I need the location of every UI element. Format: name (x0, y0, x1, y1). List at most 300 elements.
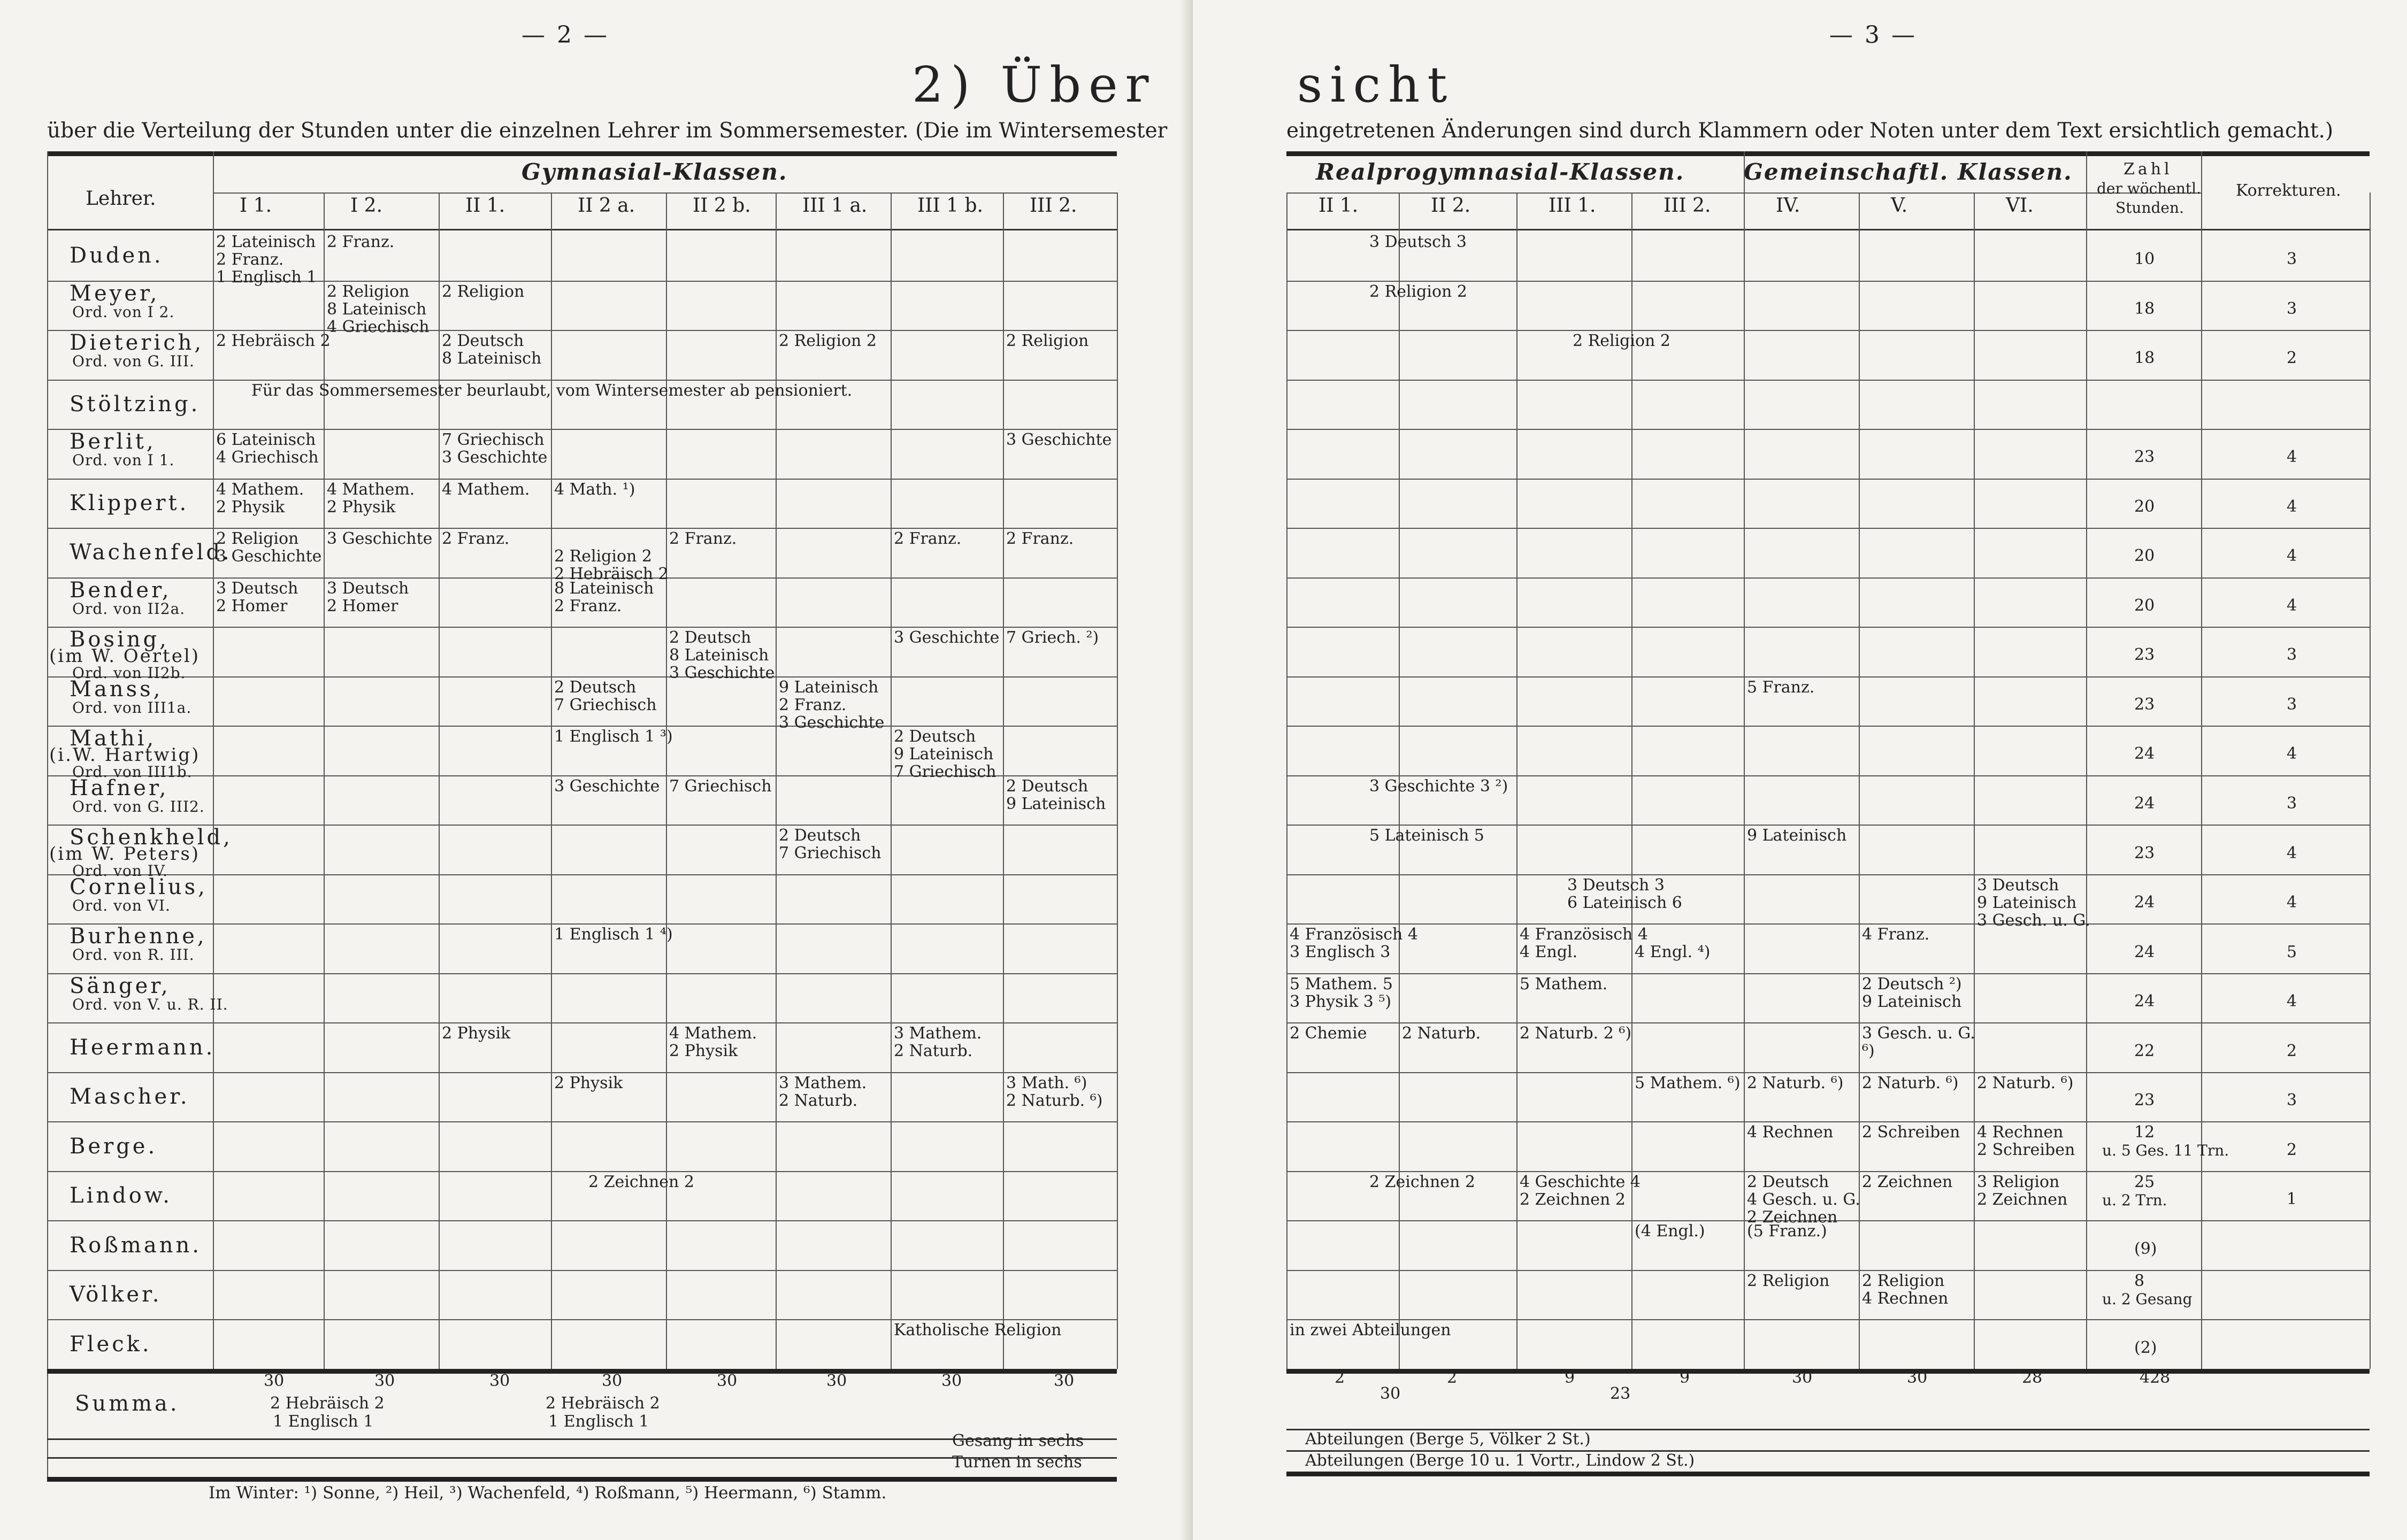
teacher-ord-13: Ord. von VI. (72, 896, 171, 914)
r-cell-13-1: 6 Lateinisch 6 (1567, 893, 1682, 912)
teacher-name-14: Burhenne, (70, 924, 207, 949)
stunden-0: 10 (2134, 250, 2155, 269)
korr-13: 4 (2287, 893, 2297, 912)
stunden-8: 23 (2134, 645, 2155, 665)
r-cell-19-6: 2 Zeichnen (1862, 1172, 1953, 1191)
header-rule-bottom (47, 229, 1117, 230)
cell-7-5: 2 Franz. (554, 596, 622, 615)
r-cell-20-0: (4 Engl.) (1635, 1222, 1705, 1241)
r-row-line-14 (1286, 973, 2370, 974)
teacher-ord-10: Ord. von III1b. (72, 763, 193, 781)
summa-value-5: 30 (826, 1372, 847, 1390)
stunden-4: 23 (2134, 448, 2155, 467)
r-cell-19-1: 4 Geschichte 4 (1520, 1172, 1641, 1191)
cell-9-1: 7 Griechisch (554, 695, 657, 714)
teacher-name-10: Mathi, (70, 726, 157, 751)
summa-value-4: 30 (717, 1372, 738, 1390)
r-class-header-4: IV. (1776, 195, 1800, 217)
teacher-name-3: Stöltzing. (70, 391, 201, 417)
right-summa-extra-1: 30 (1380, 1384, 1401, 1403)
cell-10-2: 9 Lateinisch (894, 745, 994, 764)
col-line-4 (666, 192, 667, 1369)
r-cell-13-2: 3 Deutsch (1977, 875, 2059, 895)
cell-8-4: 7 Griech. ²) (1006, 628, 1099, 648)
r-cell-15-0: 5 Mathem. 5 (1290, 974, 1393, 994)
korr-14: 5 (2287, 942, 2297, 961)
r-cell-16-4: ⁶) (1862, 1042, 1875, 1061)
r-summa-value-5: 30 (1907, 1368, 1928, 1387)
cell-22-0: Katholische Religion (894, 1321, 1062, 1340)
summa-value-0: 30 (264, 1372, 285, 1390)
row-line-20 (47, 1270, 1117, 1271)
cell-7-2: 3 Deutsch (327, 579, 409, 598)
summa-value-2: 30 (489, 1372, 510, 1390)
korrekturen-header: Korrekturen. (2236, 181, 2341, 200)
r-cell-0-0: 3 Deutsch 3 (1369, 233, 1467, 251)
row-line-21 (47, 1319, 1117, 1320)
col-line-outer (47, 151, 48, 1479)
r-row-line-21 (1286, 1319, 2370, 1320)
r-cell-15-4: 9 Lateinisch (1862, 992, 1962, 1011)
r-cell-18-3: 2 Schreiben (1977, 1141, 2075, 1160)
cell-7-4: 8 Lateinisch (554, 579, 654, 598)
stunden-12: 23 (2134, 843, 2155, 863)
teacher-ord-15: Ord. von V. u. R. II. (72, 995, 228, 1013)
header-rule-bottom-right (1286, 229, 2370, 230)
teacher-ord-4: Ord. von I 1. (72, 451, 175, 469)
teacher-name-6: Wachenfeld. (70, 540, 232, 565)
cell-7-1: 2 Homer (216, 596, 288, 615)
subtitle-left: über die Verteilung der Stunden unter die einzelnen Lehrer im Sommersemester. (Die im Wintersemester (47, 119, 1168, 143)
r-cell-14-2: 4 Französisch 4 (1520, 925, 1648, 944)
r-row-line-17 (1286, 1121, 2370, 1122)
col-line-3 (551, 192, 552, 1369)
r-cell-16-1: 2 Naturb. (1402, 1024, 1481, 1043)
teacher-ord-9: Ord. von III1a. (72, 698, 192, 717)
korr-19: 1 (2287, 1190, 2297, 1209)
teacher-ord-14: Ord. von R. III. (72, 946, 195, 964)
teacher-ord-11: Ord. von G. III2. (72, 797, 205, 815)
r-cell-17-2: 2 Naturb. ⁶) (1862, 1073, 1959, 1092)
cell-6-2: 3 Geschichte (327, 529, 433, 549)
cell-0-0: 2 Lateinisch (216, 233, 316, 251)
cell-16-2: 2 Physik (669, 1042, 738, 1061)
summa-extra-1: 2 Hebräisch 2 (270, 1394, 385, 1413)
teacher-name-21: Völker. (70, 1282, 162, 1307)
r-cell-16-0: 2 Chemie (1290, 1024, 1367, 1043)
r-col-line-4 (1744, 192, 1745, 1369)
r-cell-17-1: 2 Naturb. ⁶) (1747, 1073, 1844, 1092)
row-line-2 (47, 380, 1117, 381)
cell-4-3: 3 Geschichte (442, 448, 548, 467)
cell-10-1: 2 Deutsch (894, 727, 976, 746)
r-cell-18-2: 4 Rechnen (1977, 1123, 2064, 1142)
rule-bottom-left (47, 1477, 1117, 1482)
r-cell-18-1: 2 Schreiben (1862, 1123, 1960, 1142)
summa-extra-4: 1 Englisch 1 (548, 1412, 649, 1431)
r-cell-14-4: 4 Engl. ⁴) (1635, 943, 1711, 962)
stunden-13: 24 (2134, 893, 2155, 912)
cell-1-3: 2 Religion (442, 282, 525, 301)
cell-6-7: 2 Franz. (894, 529, 962, 549)
r-cell-14-1: 3 Englisch 3 (1290, 943, 1391, 962)
turnen-label: Turnen in sechs (952, 1453, 1082, 1472)
r-cell-16-2: 2 Naturb. 2 ⁶) (1520, 1024, 1632, 1043)
row-line-15 (47, 1022, 1117, 1023)
cell-16-4: 2 Naturb. (894, 1042, 973, 1061)
r-summa-value-1: 2 (1447, 1368, 1458, 1387)
r-cell-21-1: 2 Religion (1862, 1271, 1945, 1290)
page-title-right: sicht (1297, 56, 1455, 113)
r-cell-17-3: 2 Naturb. ⁶) (1977, 1073, 2074, 1092)
col-line-6 (891, 192, 892, 1369)
stunden-22: (2) (2134, 1338, 2157, 1357)
cell-16-1: 4 Mathem. (669, 1024, 757, 1043)
r-row-line-18 (1286, 1171, 2370, 1172)
class-header-2: II 1. (465, 195, 505, 217)
summa-value-7: 30 (1054, 1372, 1075, 1390)
cell-19-0: 2 Zeichnen 2 (588, 1172, 694, 1191)
r-col-line-0 (1286, 192, 1287, 1369)
stunden2-19: u. 2 Trn. (2102, 1191, 2167, 1209)
gesang-label: Gesang in sechs (952, 1431, 1084, 1450)
teacher-name-7: Bender, (70, 578, 172, 603)
col-line-header (213, 151, 214, 194)
class-header-4: II 2 b. (693, 195, 751, 217)
r-cell-17-0: 5 Mathem. ⁶) (1635, 1073, 1741, 1092)
r-cell-9-0: 5 Franz. (1747, 677, 1815, 697)
cell-8-0: 2 Deutsch (669, 628, 752, 648)
stunden-17: 23 (2134, 1091, 2155, 1110)
cell-6-5: 2 Religion 2 (554, 547, 652, 566)
stunden-5: 20 (2134, 497, 2155, 516)
row-line-1 (47, 330, 1117, 331)
r-row-line-20 (1286, 1270, 2370, 1271)
teacher-name-15: Sänger, (70, 973, 171, 998)
r-summa-value-3: 9 (1680, 1368, 1690, 1387)
r-col-line-8 (2201, 151, 2202, 1370)
teacher-name-13: Cornelius, (70, 874, 208, 899)
cell-3-0: Für das Sommersemester beurlaubt, vom Wintersemester ab pensioniert. (251, 381, 853, 400)
stunden-6: 20 (2134, 546, 2155, 566)
stunden-20: (9) (2134, 1239, 2157, 1258)
cell-17-2: 2 Naturb. (779, 1091, 858, 1110)
cell-8-1: 8 Lateinisch (669, 646, 769, 665)
r-col-line-3 (1631, 192, 1632, 1369)
cell-5-1: 2 Physik (216, 497, 285, 517)
teacher-ord2-8: (im W. Oertel) (49, 645, 200, 667)
r-cell-19-3: 2 Deutsch (1747, 1172, 1829, 1191)
korr-16: 2 (2287, 1041, 2297, 1060)
r-row-line-2 (1286, 380, 2370, 381)
cell-1-2: 4 Griechisch (327, 317, 430, 336)
r-row-line-9 (1286, 726, 2370, 727)
right-page (1193, 0, 2407, 1540)
teacher-name-2: Dieterich, (70, 330, 204, 356)
r-row-line-10 (1286, 775, 2370, 776)
korr-12: 4 (2287, 843, 2297, 863)
cell-0-1: 2 Franz. (327, 233, 395, 251)
cell-16-0: 2 Physik (442, 1024, 511, 1043)
total-hours: 428 (2140, 1368, 2171, 1387)
cell-17-1: 3 Mathem. (779, 1073, 867, 1092)
col-line-1 (324, 192, 325, 1369)
teacher-ord-1: Ord. von I 2. (72, 303, 175, 321)
col-line-7 (1003, 192, 1004, 1369)
header-rule-top-right (1286, 151, 2370, 156)
cell-2-3: 2 Religion 2 (779, 332, 877, 351)
rule-bottom-right (1286, 1472, 2370, 1476)
cell-10-0: 1 Englisch 1 ³) (554, 727, 673, 746)
cell-9-4: 3 Geschichte (779, 713, 885, 732)
r-cell-15-3: 2 Deutsch ²) (1862, 974, 1962, 994)
gemeinschaftl-group-header: Gemeinschaftl. Klassen. (1744, 159, 2073, 185)
cell-2-4: 2 Religion (1006, 332, 1089, 351)
cell-4-1: 4 Griechisch (216, 448, 319, 467)
r-cell-19-2: 2 Zeichnen 2 (1520, 1190, 1626, 1209)
row-line-17 (47, 1121, 1117, 1122)
teacher-ord-12: Ord. von IV. (72, 862, 168, 880)
real-group-header: Realprogymnasial-Klassen. (1316, 159, 1685, 185)
stunden-16: 22 (2134, 1041, 2155, 1060)
teacher-name-4: Berlit, (70, 429, 156, 455)
teacher-name-5: Klippert. (70, 490, 189, 515)
r-cell-22-0: in zwei Abteilungen (1290, 1321, 1451, 1340)
teacher-ord-2: Ord. von G. III. (72, 352, 195, 371)
cell-9-2: 9 Lateinisch (779, 677, 879, 697)
cell-5-2: 4 Mathem. (327, 480, 415, 499)
teacher-ord-8: Ord. von II2b. (72, 664, 186, 682)
right-summa-extra-2: 23 (1610, 1384, 1631, 1403)
gymnasial-group-header: Gymnasial-Klassen. (522, 159, 788, 185)
class-header-7: III 2. (1030, 195, 1077, 217)
row-line-4 (47, 479, 1117, 480)
teacher-ord2-10: (i.W. Hartwig) (49, 744, 201, 766)
row-line-5 (47, 528, 1117, 529)
cell-1-1: 8 Lateinisch (327, 299, 427, 319)
stunden2-18: u. 5 Ges. 11 Trn. (2102, 1142, 2229, 1160)
r-class-header-6: VI. (2006, 195, 2034, 217)
class-header-1: I 2. (350, 195, 383, 217)
col-line-2 (439, 192, 440, 1369)
cell-10-3: 7 Griechisch (894, 763, 996, 782)
left-page (0, 0, 1193, 1540)
stunden-1: 18 (2134, 299, 2155, 318)
row-line-19 (47, 1220, 1117, 1221)
korr-5: 4 (2287, 497, 2297, 516)
r-row-line-12 (1286, 874, 2370, 875)
page-number-left: — 2 — (522, 21, 609, 49)
cell-6-1: 3 Geschichte (216, 547, 322, 566)
r-summa-value-4: 30 (1792, 1368, 1813, 1387)
cell-12-0: 2 Deutsch (779, 826, 861, 845)
cell-6-4: 2 Franz. (669, 529, 737, 549)
teacher-name-8: Bosing, (70, 627, 169, 652)
r-cell-15-2: 5 Mathem. (1520, 974, 1608, 994)
r-cell-13-0: 3 Deutsch 3 (1567, 875, 1665, 895)
row-line-9 (47, 726, 1117, 727)
cell-4-0: 6 Lateinisch (216, 430, 316, 450)
r-cell-19-8: 2 Zeichnen (1977, 1190, 2068, 1209)
teacher-name-16: Heermann. (70, 1035, 216, 1060)
r-cell-19-7: 3 Religion (1977, 1172, 2060, 1191)
r-cell-15-1: 3 Physik 3 ⁵) (1290, 992, 1392, 1011)
summa-value-1: 30 (374, 1372, 395, 1390)
teacher-name-9: Manss, (70, 676, 163, 702)
korr-10: 4 (2287, 744, 2297, 764)
col-line-5 (776, 192, 777, 1369)
row-line-18 (47, 1171, 1117, 1172)
teacher-column-header: Lehrer. (86, 188, 156, 210)
teacher-name-22: Fleck. (70, 1331, 152, 1357)
korr-15: 4 (2287, 992, 2297, 1011)
teacher-name-11: Hafner, (70, 775, 169, 800)
teacher-name-19: Lindow. (70, 1183, 173, 1208)
cell-14-0: 1 Englisch 1 ⁴) (554, 925, 673, 944)
cell-6-6: 2 Hebräisch 2 (554, 565, 669, 584)
r-class-header-1: II 2. (1431, 195, 1471, 217)
r-cell-12-1: 9 Lateinisch (1747, 826, 1847, 845)
teacher-name-17: Mascher. (70, 1084, 190, 1110)
r-row-line-15 (1286, 1022, 2370, 1023)
r-cell-18-0: 4 Rechnen (1747, 1123, 1834, 1142)
cell-0-2: 2 Franz. (216, 250, 284, 269)
korr-8: 3 (2287, 645, 2297, 665)
cell-2-0: 2 Hebräisch 2 (216, 332, 331, 351)
korr-2: 2 (2287, 349, 2297, 368)
r-cell-19-0: 2 Zeichnen 2 (1369, 1172, 1475, 1191)
class-header-6: III 1 b. (917, 195, 983, 217)
r-summa-value-6: 28 (2022, 1368, 2043, 1387)
cell-4-2: 7 Griechisch (442, 430, 545, 450)
summa-value-6: 30 (941, 1372, 962, 1390)
col-line-0 (213, 192, 214, 1369)
footnote: Im Winter: ¹) Sonne, ²) Heil, ³) Wachenfeld, ⁴) Roßmann, ⁵) Heermann, ⁶) Stamm. (209, 1483, 887, 1503)
cell-5-4: 4 Mathem. (442, 480, 530, 499)
stunden2-21: u. 2 Gesang (2102, 1290, 2193, 1308)
teacher-ord-7: Ord. von II2a. (72, 599, 186, 618)
cell-1-0: 2 Religion (327, 282, 410, 301)
r-class-header-3: III 2. (1664, 195, 1711, 217)
row-line-13 (47, 923, 1117, 925)
r-row-line-13 (1286, 923, 2370, 925)
r-row-line-11 (1286, 825, 2370, 826)
teacher-name-20: Roßmann. (70, 1233, 202, 1258)
stunden-7: 20 (2134, 596, 2155, 615)
abteilungen-1: Abteilungen (Berge 5, Völker 2 St.) (1305, 1430, 1591, 1449)
stunden-18: 12 (2134, 1123, 2155, 1142)
teacher-name-0: Duden. (70, 243, 164, 268)
page-number-right: — 3 — (1829, 21, 1917, 49)
cell-17-0: 2 Physik (554, 1073, 623, 1092)
korr-6: 4 (2287, 546, 2297, 566)
korr-17: 3 (2287, 1091, 2297, 1110)
class-header-0: I 1. (240, 195, 272, 217)
r-cell-16-3: 3 Gesch. u. G. (1862, 1024, 1975, 1043)
cell-6-0: 2 Religion (216, 529, 299, 549)
row-line-3 (47, 429, 1117, 430)
subtitle-right: eingetretenen Änderungen sind durch Klammern oder Noten unter dem Text ersichtlich gemacht.) (1286, 119, 2334, 143)
r-row-line-6 (1286, 578, 2370, 579)
r-row-line-1 (1286, 330, 2370, 331)
r-col-line-group (1744, 151, 1745, 194)
zahl-subheader-2: Stunden. (2115, 199, 2184, 217)
r-cell-2-0: 2 Religion 2 (1573, 332, 1670, 351)
cell-2-1: 2 Deutsch (442, 332, 524, 351)
korr-7: 4 (2287, 596, 2297, 615)
r-row-line-16 (1286, 1072, 2370, 1073)
cell-11-3: 9 Lateinisch (1006, 794, 1106, 813)
zahl-header: Zahl (2124, 160, 2173, 179)
cell-7-3: 2 Homer (327, 596, 398, 615)
r-class-header-0: II 1. (1319, 195, 1359, 217)
cell-5-0: 4 Mathem. (216, 480, 304, 499)
stunden-9: 23 (2134, 695, 2155, 714)
stunden-15: 24 (2134, 992, 2155, 1011)
stunden-14: 24 (2134, 942, 2155, 961)
teacher-ord2-12: (im W. Peters) (49, 843, 201, 865)
r-cell-12-0: 5 Lateinisch 5 (1369, 826, 1484, 845)
cell-5-5: 4 Math. ¹) (554, 480, 635, 499)
teacher-name-18: Berge. (70, 1134, 158, 1159)
r-row-line-4 (1286, 479, 2370, 480)
korr-9: 3 (2287, 695, 2297, 714)
r-row-line-8 (1286, 676, 2370, 677)
cell-5-3: 2 Physik (327, 497, 396, 517)
r-row-line-0 (1286, 281, 2370, 282)
r-cell-21-2: 4 Rechnen (1862, 1289, 1949, 1308)
teacher-name-12: Schenkheld, (70, 825, 233, 850)
r-col-line-7 (2086, 151, 2087, 1370)
r-class-header-2: III 1. (1549, 195, 1596, 217)
row-line-16 (47, 1072, 1117, 1073)
r-col-line-9 (2370, 192, 2371, 1369)
stunden-19: 25 (2134, 1172, 2155, 1191)
korr-11: 3 (2287, 794, 2297, 813)
summa-value-3: 30 (602, 1372, 623, 1390)
r-cell-13-4: 3 Gesch. u. G. (1977, 911, 2090, 930)
cell-12-1: 7 Griechisch (779, 844, 881, 863)
header-rule-top (47, 151, 1117, 156)
row-line-14 (47, 973, 1117, 974)
cell-7-0: 3 Deutsch (216, 579, 298, 598)
r-summa-value-0: 2 (1335, 1368, 1345, 1387)
col-line-8 (1117, 192, 1118, 1369)
r-summa-value-2: 9 (1565, 1368, 1575, 1387)
cell-6-8: 2 Franz. (1006, 529, 1074, 549)
r-row-line-3 (1286, 429, 2370, 430)
r-cell-14-0: 4 Französisch 4 (1290, 925, 1418, 944)
r-class-header-5: V. (1891, 195, 1908, 217)
r-cell-11-0: 3 Geschichte 3 ²) (1369, 776, 1508, 796)
cell-9-3: 2 Franz. (779, 695, 847, 714)
r-cell-20-1: (5 Franz.) (1747, 1222, 1827, 1241)
cell-16-3: 3 Mathem. (894, 1024, 982, 1043)
row-line-12 (47, 874, 1117, 875)
cell-2-2: 8 Lateinisch (442, 349, 542, 368)
cell-8-2: 3 Geschichte (669, 664, 775, 683)
group-rule (213, 192, 1117, 194)
cell-9-0: 2 Deutsch (554, 677, 637, 697)
r-col-line-6 (1974, 192, 1975, 1369)
cell-8-3: 3 Geschichte (894, 628, 1000, 648)
stunden-10: 24 (2134, 744, 2155, 764)
r-col-line-2 (1516, 192, 1517, 1369)
cell-11-1: 7 Griechisch (669, 776, 772, 796)
r-cell-13-3: 9 Lateinisch (1977, 893, 2077, 912)
page-title-left: 2) Über (912, 56, 1156, 113)
abteilungen-2: Abteilungen (Berge 10 u. 1 Vortr., Lindow 2 St.) (1305, 1451, 1695, 1470)
